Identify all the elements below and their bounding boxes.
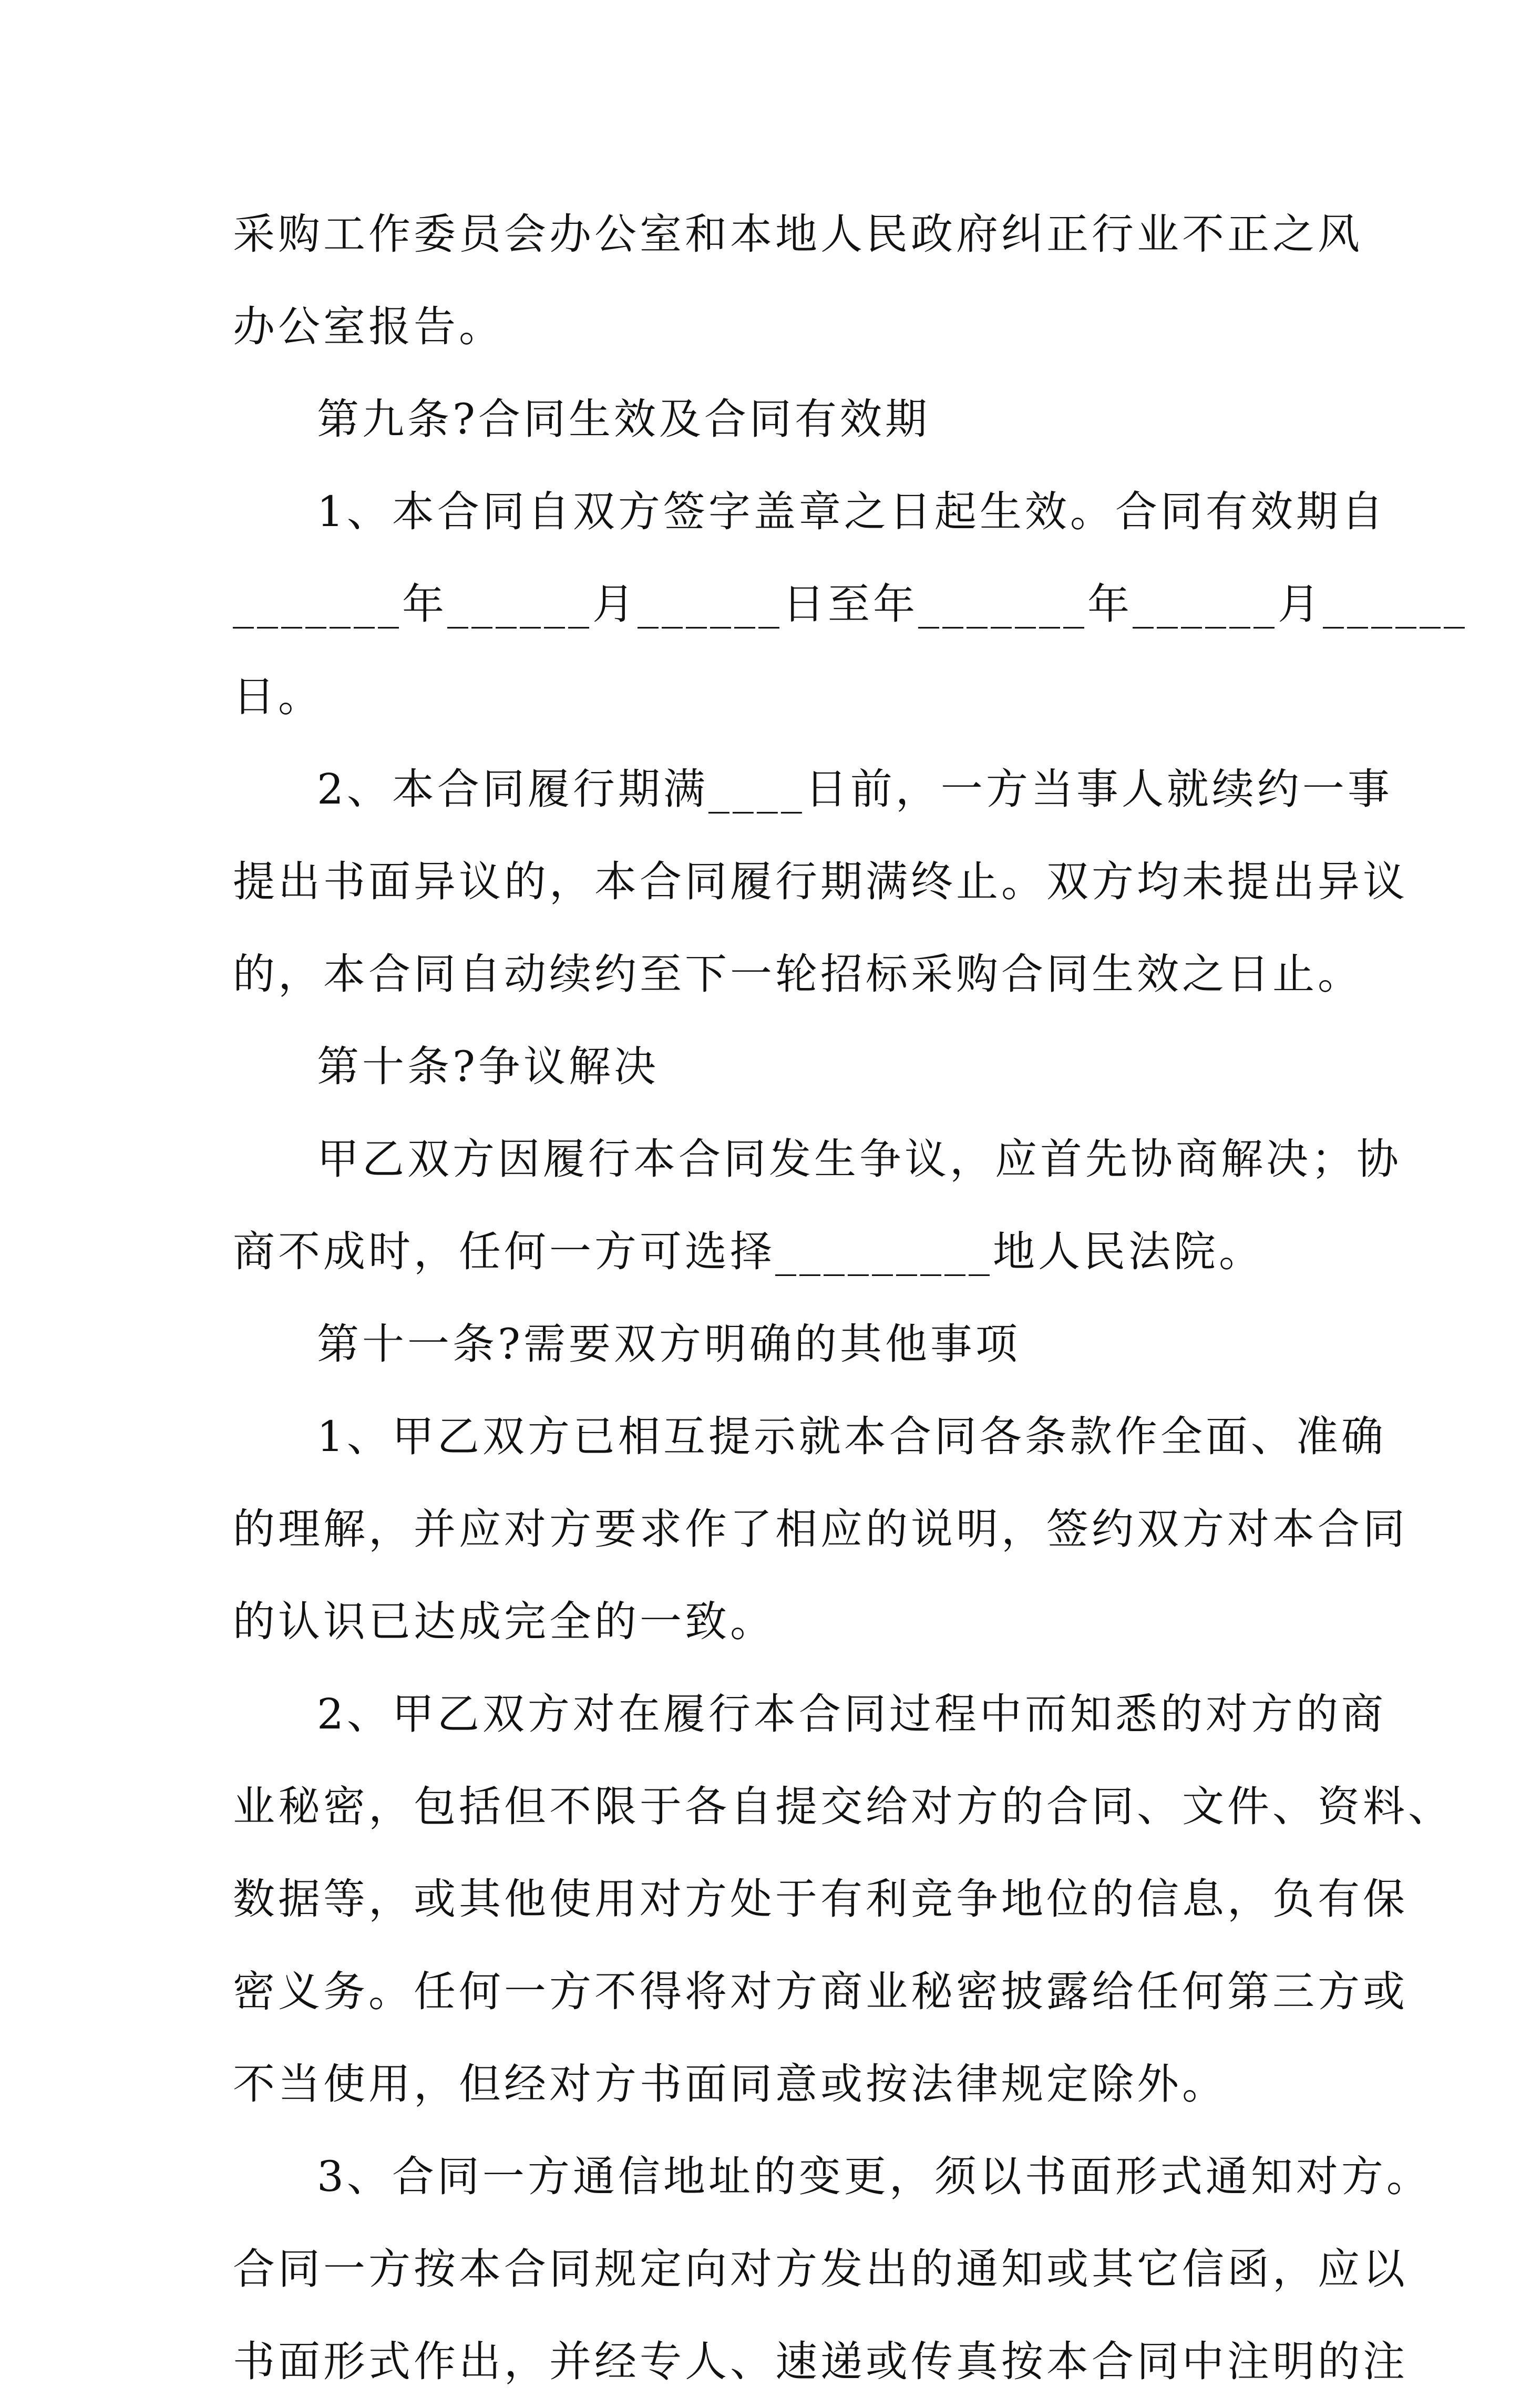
text-line: 办公室报告。 bbox=[233, 302, 504, 351]
text-line: 书面形式作出，并经专人、速递或传真按本合同中注明的注 bbox=[233, 2337, 1408, 2386]
text-line: 商不成时，任何一方可选择_________地人民法院。 bbox=[233, 1227, 1264, 1276]
article-heading: 第十条?争议解决 bbox=[317, 1042, 659, 1091]
contract-text-body bbox=[233, 188, 1468, 2408]
text-line: 采购工作委员会办公室和本地人民政府纠正行业不正之风 bbox=[233, 210, 1363, 259]
text-line: 的认识已达成完全的一致。 bbox=[233, 1597, 775, 1646]
text-line: 1、甲乙双方已相互提示就本合同各条款作全面、准确 bbox=[317, 1412, 1386, 1461]
text-line: 2、甲乙双方对在履行本合同过程中而知悉的对方的商 bbox=[317, 1690, 1386, 1738]
text-line: 甲乙双方因履行本合同发生争议，应首先协商解决；协 bbox=[317, 1135, 1402, 1184]
text-line: 1、本合同自双方签字盖章之日起生效。合同有效期自 bbox=[317, 487, 1386, 536]
text-line: 业秘密，包括但不限于各自提交给对方的合同、文件、资料、 bbox=[233, 1782, 1453, 1831]
text-line: 日。 bbox=[233, 672, 323, 721]
date-blank-line: _______年______月______日至年_______年______月______ bbox=[233, 580, 1468, 629]
text-line: 的，本合同自动续约至下一轮招标采购合同生效之日止。 bbox=[233, 950, 1363, 999]
text-line: 合同一方按本合同规定向对方发出的通知或其它信函，应以 bbox=[233, 2245, 1408, 2293]
text-line: 的理解，并应对方要求作了相应的说明，签约双方对本合同 bbox=[233, 1505, 1408, 1553]
text-line: 不当使用，但经对方书面同意或按法律规定除外。 bbox=[233, 2060, 1227, 2108]
article-heading: 第十一条?需要双方明确的其他事项 bbox=[317, 1320, 1021, 1368]
text-line: 数据等，或其他使用对方处于有利竞争地位的信息，负有保 bbox=[233, 1875, 1408, 1923]
text-line: 提出书面异议的，本合同履行期满终止。双方均未提出异议 bbox=[233, 857, 1408, 906]
text-line: 3、合同一方通信地址的变更，须以书面形式通知对方。 bbox=[317, 2152, 1432, 2201]
text-line: 2、本合同履行期满____日前，一方当事人就续约一事 bbox=[317, 765, 1393, 814]
article-heading: 第九条?合同生效及合同有效期 bbox=[317, 395, 930, 444]
text-line: 密义务。任何一方不得将对方商业秘密披露给任何第三方或 bbox=[233, 1967, 1408, 2016]
